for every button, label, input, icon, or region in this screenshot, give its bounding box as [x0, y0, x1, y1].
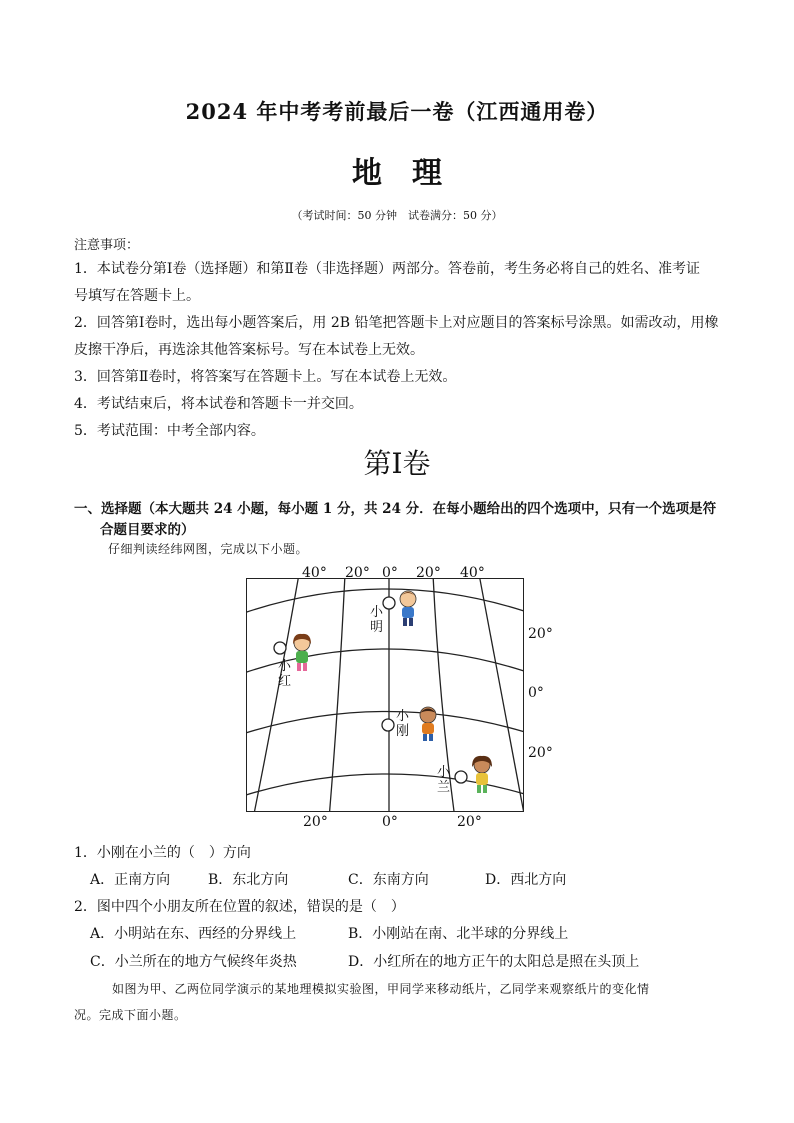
xiaogang-label: 小 刚 [396, 709, 410, 739]
question-1-stem: 1．小刚在小兰的（ ）方向 [74, 845, 251, 861]
question-2-option-c[interactable]: C．小兰所在的地方气候终年炎热 [90, 954, 297, 970]
question-2-option-b[interactable]: B．小刚站在南、北半球的分界线上 [348, 926, 569, 942]
xiaogang-figure [415, 705, 441, 745]
question-2-option-a[interactable]: A．小明站在东、西经的分界线上 [90, 926, 297, 942]
lat-label-right: 20° [528, 626, 553, 642]
part-title: 第Ⅰ卷 [363, 447, 431, 480]
lon-label-top: 20° [345, 565, 370, 581]
xiaolan-label: 小 兰 [437, 765, 451, 795]
lon-label-top: 20° [416, 565, 441, 581]
question-1-option-d[interactable]: D．西北方向 [485, 872, 567, 888]
xiaolan-location [455, 771, 467, 783]
section-heading-cont: 合题目要求的） [100, 522, 195, 538]
question-1-option-a[interactable]: A．正南方向 [90, 872, 171, 888]
notice-line: 号填写在答题卡上。 [74, 288, 200, 304]
subject-title: 地 理 [352, 156, 442, 191]
xiaoming-label: 小 明 [370, 605, 384, 635]
notice-line: 2．回答第Ⅰ卷时，选出每小题答案后，用 2B 铅笔把答题卡上对应题目的答案标号涂黑。如需改动，用橡 [74, 315, 719, 331]
lat-label-right: 0° [528, 685, 544, 701]
meridian-line [253, 579, 299, 812]
xiaolan-figure [469, 755, 495, 797]
xiaogang-location [382, 719, 394, 731]
notice-line: 皮擦干净后，再选涂其他答案标号。写在本试卷上无效。 [74, 342, 424, 358]
graticule-map [246, 578, 524, 812]
section-heading: 一、选择题（本大题共 24 小题，每小题 1 分，共 24 分．在每小题给出的四个选项中，只有一个选项是符 [74, 501, 717, 517]
question-2-stem: 2．图中四个小朋友所在位置的叙述，错误的是（ ） [74, 899, 405, 915]
question-intro: 仔细判读经纬网图，完成以下小题。 [108, 542, 309, 556]
exam-info: （考试时间：50 分钟 试卷满分：50 分） [291, 209, 503, 222]
question-1-option-b[interactable]: B．东北方向 [208, 872, 289, 888]
notice-line: 4．考试结束后，将本试卷和答题卡一并交回。 [74, 396, 363, 412]
lon-label-top: 40° [302, 565, 327, 581]
lon-label-bottom: 20° [303, 814, 328, 830]
xiaoming-figure [395, 589, 421, 629]
lat-label-right: 20° [528, 745, 553, 761]
next-intro-cont: 况。完成下面小题。 [74, 1008, 187, 1022]
question-2-option-d[interactable]: D．小红所在的地方正午的太阳总是照在头顶上 [348, 954, 640, 970]
lon-label-bottom: 0° [382, 814, 398, 830]
xiaohong-figure [289, 633, 315, 675]
next-intro: 如图为甲、乙两位同学演示的某地理模拟实验图，甲同学来移动纸片，乙同学来观察纸片的变化情 [112, 982, 650, 996]
exam-title: 2024 年中考考前最后一卷（江西通用卷） [185, 99, 609, 124]
notice-line: 1．本试卷分第Ⅰ卷（选择题）和第Ⅱ卷（非选择题）两部分。答卷前，考生务必将自己的姓名、准考证 [74, 261, 700, 277]
notice-heading: 注意事项： [74, 238, 140, 253]
notice-line: 3．回答第Ⅱ卷时，将答案写在答题卡上。写在本试卷上无效。 [74, 369, 457, 385]
xiaohong-location [274, 642, 286, 654]
question-1-option-c[interactable]: C．东南方向 [348, 872, 429, 888]
notice-line: 5．考试范围：中考全部内容。 [74, 423, 265, 439]
lon-label-top: 0° [382, 565, 398, 581]
xiaohong-label: 小 红 [278, 659, 292, 689]
xiaoming-location [383, 597, 395, 609]
lon-label-top: 40° [460, 565, 485, 581]
lon-label-bottom: 20° [457, 814, 482, 830]
